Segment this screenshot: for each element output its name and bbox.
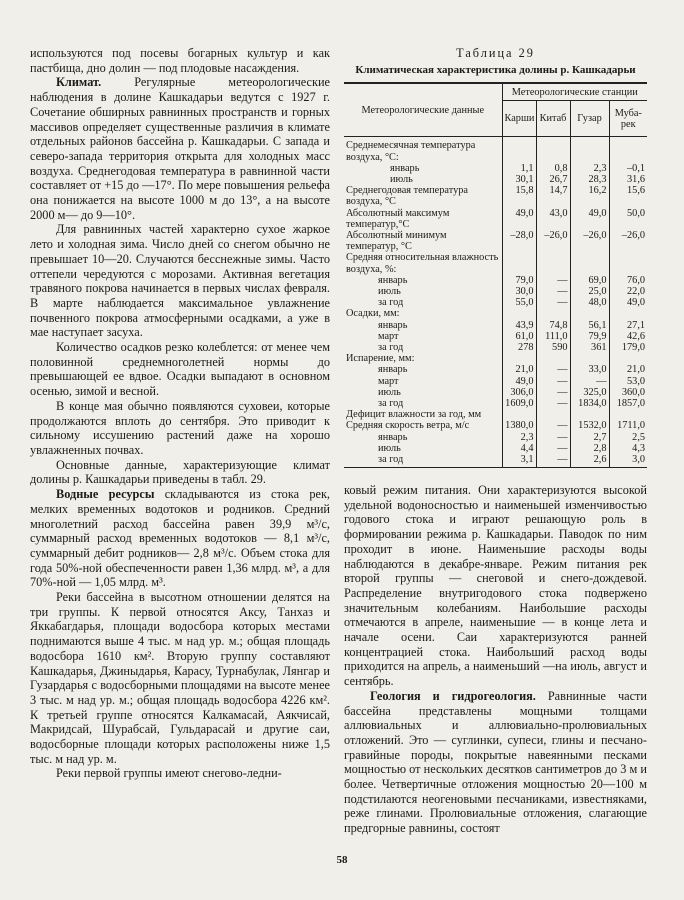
climate-table bbox=[344, 82, 647, 468]
station-header: Китаб bbox=[536, 101, 570, 137]
row-label: Абсолютный минимум температур, °С bbox=[346, 230, 447, 253]
table-cell: — bbox=[536, 376, 570, 387]
table-cell: 2,6 bbox=[570, 454, 609, 468]
table-cell: — bbox=[536, 398, 570, 409]
table-cell bbox=[536, 252, 570, 274]
table-cell: 27,1 bbox=[609, 320, 647, 331]
table-cell bbox=[609, 308, 647, 319]
table-row bbox=[344, 454, 647, 468]
row-label: Среднемесячная температура воздуха, °С: bbox=[346, 140, 476, 163]
paragraph: Реки бассейна в высотном отношении делятся на три группы. К первой относятся Аксу, Танхаз и Яккабагдарья, площади водосбора которых местами поднимаются выше 4 тыс. м над ур. м.; общая площадь водосбора 1610 км². Вторую группу составляют Кашкадарья, Джиныдарья, Карасу, Турнабулак, Лянгар и Гузардарья с водосборными площадями на высоте менее 3 тыс. м над ур. м.; общая площадь водосбора 4226 км². К третьей группе относятся Калкамасай, Аякчисай, Макридсай, Шурабсай, Гульдарасай и другие саи, водосборные площади которых расположены ниже 1,5 тыс. м над ур. м. bbox=[30, 590, 330, 766]
table-row bbox=[344, 432, 647, 443]
table-row bbox=[344, 398, 647, 409]
table-row bbox=[344, 275, 647, 286]
table-cell: 2,3 bbox=[570, 163, 609, 174]
table-cell: 76,0 bbox=[609, 275, 647, 286]
table-cell: 30,1 bbox=[502, 174, 536, 185]
paragraph: Основные данные, характеризующие климат долины р. Кашкадарьи приведены в табл. 29. bbox=[30, 457, 330, 487]
table-cell: 43,9 bbox=[502, 320, 536, 331]
table-cell: 1532,0 bbox=[570, 420, 609, 431]
table-cell: 16,2 bbox=[570, 185, 609, 207]
table-cell: –26,0 bbox=[570, 230, 609, 252]
table-cell bbox=[609, 252, 647, 274]
row-label: Средняя скорость ветра, м/с bbox=[346, 420, 470, 432]
table-cell: 53,0 bbox=[609, 376, 647, 387]
table-cell bbox=[502, 308, 536, 319]
row-label: март bbox=[378, 330, 399, 342]
table-cell bbox=[536, 409, 570, 420]
table-cell: 2,3 bbox=[502, 432, 536, 443]
row-label: июль bbox=[390, 174, 413, 186]
row-label: Средняя относительная влажность воздуха, %: bbox=[346, 252, 499, 275]
table-cell: 49,0 bbox=[570, 208, 609, 230]
stations-header: Метеорологические станции bbox=[502, 83, 647, 101]
table-cell: 48,0 bbox=[570, 297, 609, 308]
table-cell: 22,0 bbox=[609, 286, 647, 297]
table-cell bbox=[536, 353, 570, 364]
row-label: январь bbox=[378, 364, 408, 376]
table-cell: 2,8 bbox=[570, 443, 609, 454]
table-cell: — bbox=[536, 364, 570, 375]
table-caption: Климатическая характеристика долины р. Кашкадарьи bbox=[355, 63, 636, 76]
table-cell: 3,1 bbox=[502, 454, 536, 468]
table-cell: 278 bbox=[502, 342, 536, 353]
row-label: Абсолютный максимум температур,°С bbox=[346, 207, 450, 230]
table-number: Таблица 29 bbox=[456, 46, 535, 60]
table-cell: 111,0 bbox=[536, 331, 570, 342]
paragraph: ковый режим питания. Они характеризуются высокой удельной водоносностью и наименьшей изменчивостью годового стока и играют решающую роль в формировании режима р. Кашкадарьи. Паводок по ним проходит в июне. Наименьшие расходы воды наблюдаются в декабре-январе. Режим питания рек второй группы — снеговой и снего-дождевой. Распределение внутригодового стока подвержено значительным колебаниям. Наибольшие расходы отмечаются в апреле, наименьшие — в конце лета и начале осени. Саи характеризуются ранней концентрацией стока. Наибольший расход воды приходится на апрель, а наименьший —на июль, август и сентябрь. bbox=[344, 483, 647, 689]
table-cell: –26,0 bbox=[609, 230, 647, 252]
row-label: июль bbox=[378, 286, 401, 298]
table-cell: –0,1 bbox=[609, 163, 647, 174]
left-column bbox=[30, 46, 330, 781]
table-row bbox=[344, 252, 647, 274]
table-cell bbox=[609, 353, 647, 364]
table-cell bbox=[502, 252, 536, 274]
table-cell: 55,0 bbox=[502, 297, 536, 308]
table-cell: 306,0 bbox=[502, 387, 536, 398]
table-cell: 2,5 bbox=[609, 432, 647, 443]
paragraph: В конце мая обычно появляются суховеи, которые продолжаются вплоть до сентября. Это приводит к сильному иссушению растений даже на хорошо увлажненных почвах. bbox=[30, 398, 330, 457]
table-row bbox=[344, 174, 647, 185]
table-cell bbox=[536, 308, 570, 319]
table-cell bbox=[570, 137, 609, 163]
table-cell: — bbox=[536, 275, 570, 286]
station-header: Карши bbox=[502, 101, 536, 137]
table-cell: –26,0 bbox=[536, 230, 570, 252]
table-row bbox=[344, 185, 647, 207]
table-row bbox=[344, 387, 647, 398]
table-cell: 15,8 bbox=[502, 185, 536, 207]
table-row bbox=[344, 376, 647, 387]
table-cell: 79,0 bbox=[502, 275, 536, 286]
geology-paragraph bbox=[344, 689, 647, 836]
table-cell bbox=[570, 252, 609, 274]
row-label: за год bbox=[378, 398, 404, 410]
geology-text: Равнинные части бассейна представлены мощными толщами аллювиальных и аллювиально-пролювиальных отложений. Это — суглинки, супеси, глины и песчано-гравийные породы, покрытые навеянными песками мощностью от нескольких десятков сантиметров до 3 м и более. Четвертичные отложения мощностью 20—100 м подстилаются неогеновыми песчаниками, известняками, реже глинами. Пролювиальные отложения, слагающие предгорные равнины, состоят bbox=[344, 688, 647, 836]
table-row bbox=[344, 331, 647, 342]
table-cell: 79,9 bbox=[570, 331, 609, 342]
climate-heading: Климат. bbox=[56, 75, 102, 90]
table-cell: 1380,0 bbox=[502, 420, 536, 431]
table-cell: — bbox=[536, 297, 570, 308]
climate-text: Регулярные метеорологические наблюдения в долине Кашкадарьи ведутся с 1927 г. Сочетание обширных равнинных пространств и горных массивов определяет существенные различия в климате отдельных районов бассейна р. Кашкадарьи. С запада и северо-запада территория открыта для холодных масс воздуха. Среднегодовая температура в равнинной части составляет от +15 до —17°. По мере повышения рельефа она понижается на высоте 1000 м до 13°, а на высоте 2000 м— до 9—10°. bbox=[30, 75, 330, 222]
water-text: складываются из стока рек, мелких временных водотоков и родников. Средний многолетний расход бассейна равен 39,9 м³/с, суммарный расход временных водотоков — 8,1 м³/с, суммарный дебит родников— 2,8 м³/с. Объем стока для года 50%-ной обеспеченности равен 1,36 млрд. м³, а для 70%-ной — 1,05 млрд. м³. bbox=[30, 487, 331, 590]
table-cell bbox=[570, 308, 609, 319]
row-label: январь bbox=[378, 431, 408, 443]
right-column bbox=[344, 483, 647, 836]
table-cell: 74,8 bbox=[536, 320, 570, 331]
table-cell: 26,7 bbox=[536, 174, 570, 185]
paragraph: Реки первой группы имеют снегово-ледни- bbox=[56, 766, 282, 781]
table-cell: 43,0 bbox=[536, 208, 570, 230]
table-row bbox=[344, 342, 647, 353]
table-row bbox=[344, 364, 647, 375]
table-cell: 1609,0 bbox=[502, 398, 536, 409]
water-heading: Водные ресурсы bbox=[56, 487, 155, 502]
table-row bbox=[344, 308, 647, 319]
table-cell: 49,0 bbox=[502, 376, 536, 387]
paragraph: используются под посевы богарных культур и как пастбища, дно долин — под плодовые насаждения. bbox=[30, 46, 330, 75]
table-row bbox=[344, 353, 647, 364]
table-cell bbox=[502, 409, 536, 420]
table-row bbox=[344, 443, 647, 454]
table-cell: 0,8 bbox=[536, 163, 570, 174]
table-cell: — bbox=[570, 376, 609, 387]
row-label: за год bbox=[344, 454, 502, 468]
table-cell: 590 bbox=[536, 342, 570, 353]
table-cell: 2,7 bbox=[570, 432, 609, 443]
table-cell: 25,0 bbox=[570, 286, 609, 297]
row-label: за год bbox=[378, 297, 404, 309]
row-label: март bbox=[378, 375, 399, 387]
water-paragraph bbox=[30, 487, 330, 590]
table-cell bbox=[536, 137, 570, 163]
table-row bbox=[344, 409, 647, 420]
table-cell: 360,0 bbox=[609, 387, 647, 398]
table-cell: — bbox=[536, 454, 570, 468]
geology-heading: Геология и гидрогеология. bbox=[370, 688, 536, 703]
table-cell: 61,0 bbox=[502, 331, 536, 342]
page-number: 58 bbox=[336, 854, 348, 866]
climate-paragraph bbox=[30, 75, 330, 222]
table-cell: 179,0 bbox=[609, 342, 647, 353]
table-cell bbox=[570, 353, 609, 364]
row-label: январь bbox=[378, 274, 408, 286]
table-cell: 28,3 bbox=[570, 174, 609, 185]
paragraph: Для равнинных частей характерно сухое жаркое лето и холодная зима. Число дней со снегом обычно не превышает 10—20. Случаются бесснежные зимы. Часто оттепели чередуются с морозами. Активная вегетация травяного покрова начинается в первых числах февраля. В марте наблюдается максимальное увлажнение почвенного покрова атмосферными осадками, а уже в мае наступает засуха. bbox=[30, 222, 330, 340]
table-row bbox=[344, 137, 647, 163]
table-cell bbox=[570, 409, 609, 420]
table-cell: 49,0 bbox=[609, 297, 647, 308]
table-cell: 21,0 bbox=[502, 364, 536, 375]
row-label: Осадки, мм: bbox=[346, 308, 400, 320]
row-label: июль bbox=[378, 386, 401, 398]
table-cell: 3,0 bbox=[609, 454, 647, 468]
table-cell: 1711,0 bbox=[609, 420, 647, 431]
table-cell: 4,3 bbox=[609, 443, 647, 454]
table-cell: 325,0 bbox=[570, 387, 609, 398]
table-cell: 33,0 bbox=[570, 364, 609, 375]
row-label: Среднегодовая температура воздуха, °С bbox=[346, 185, 468, 208]
table-cell: 1834,0 bbox=[570, 398, 609, 409]
table-cell: 1857,0 bbox=[609, 398, 647, 409]
table-cell: 1,1 bbox=[502, 163, 536, 174]
table-row bbox=[344, 163, 647, 174]
table-row bbox=[344, 297, 647, 308]
paragraph: Количество осадков резко колеблется: от менее чем половинной среднемноголетней нормы до превышающей ее вдвое. Осадки выпадают в основном осенью, зимой и весной. bbox=[30, 340, 330, 399]
table-cell: — bbox=[536, 420, 570, 431]
table-row bbox=[344, 208, 647, 230]
table-row bbox=[344, 420, 647, 431]
row-label: Дефицит влажности за год, мм bbox=[346, 409, 482, 421]
table-row bbox=[344, 286, 647, 297]
table-cell bbox=[609, 409, 647, 420]
table-cell: 21,0 bbox=[609, 364, 647, 375]
row-label: за год bbox=[378, 342, 404, 354]
row-header: Метеорологические данные bbox=[344, 83, 502, 137]
table-cell bbox=[609, 137, 647, 163]
table-cell: — bbox=[536, 432, 570, 443]
row-label: июль bbox=[378, 442, 401, 454]
table-row bbox=[344, 320, 647, 331]
station-header: Гузар bbox=[570, 101, 609, 137]
table-cell: — bbox=[536, 387, 570, 398]
table-cell: 31,6 bbox=[609, 174, 647, 185]
table-cell: — bbox=[536, 286, 570, 297]
station-header: Муба- рек bbox=[609, 101, 647, 137]
table-block bbox=[344, 46, 647, 468]
table-cell: 4,4 bbox=[502, 443, 536, 454]
row-label: январь bbox=[390, 162, 420, 174]
table-cell: 50,0 bbox=[609, 208, 647, 230]
table-cell: 15,6 bbox=[609, 185, 647, 207]
table-cell: 69,0 bbox=[570, 275, 609, 286]
table-cell: –28,0 bbox=[502, 230, 536, 252]
table-cell bbox=[502, 137, 536, 163]
table-cell: 49,0 bbox=[502, 208, 536, 230]
table-cell: 56,1 bbox=[570, 320, 609, 331]
table-cell: 14,7 bbox=[536, 185, 570, 207]
row-label: январь bbox=[378, 319, 408, 331]
table-cell: 361 bbox=[570, 342, 609, 353]
table-cell: 30,0 bbox=[502, 286, 536, 297]
table-cell: 42,6 bbox=[609, 331, 647, 342]
table-cell: — bbox=[536, 443, 570, 454]
table-cell bbox=[502, 353, 536, 364]
table-row bbox=[344, 230, 647, 252]
row-label: Испарение, мм: bbox=[346, 353, 415, 365]
